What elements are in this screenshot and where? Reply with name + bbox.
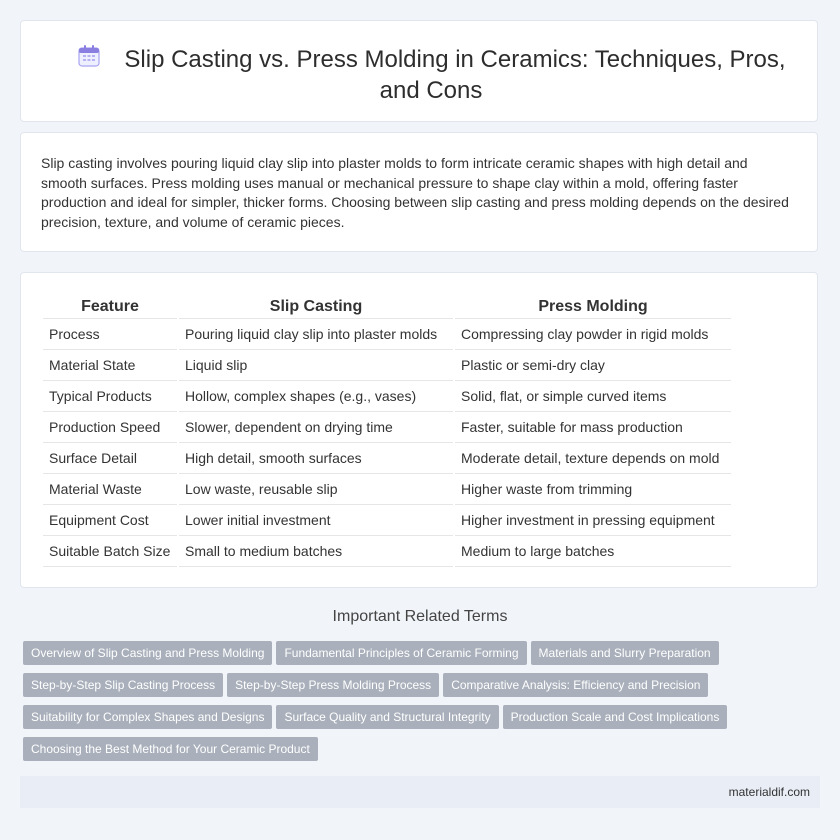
related-terms-list [23, 641, 813, 769]
header-press-molding: Press Molding [455, 296, 731, 319]
related-term-tag[interactable]: Step-by-Step Slip Casting Process [23, 673, 223, 697]
cell-slip-casting: Low waste, reusable slip [179, 474, 453, 505]
cell-press-molding: Moderate detail, texture depends on mold [455, 443, 731, 474]
footer [20, 776, 820, 808]
related-term-tag[interactable]: Overview of Slip Casting and Press Molding [23, 641, 272, 665]
page-title [61, 43, 801, 105]
header-feature: Feature [43, 296, 177, 319]
cell-press-molding: Medium to large batches [455, 536, 731, 567]
cell-slip-casting: Liquid slip [179, 350, 453, 381]
cell-slip-casting: Lower initial investment [179, 505, 453, 536]
cell-feature: Material Waste [43, 474, 177, 505]
related-term-tag[interactable]: Step-by-Step Press Molding Process [227, 673, 439, 697]
cell-slip-casting: Hollow, complex shapes (e.g., vases) [179, 381, 453, 412]
intro-card [20, 132, 818, 252]
page-title-text: Slip Casting vs. Press Molding in Ceramics: Techniques, Pros, and Cons [124, 46, 786, 104]
cell-press-molding: Solid, flat, or simple curved items [455, 381, 731, 412]
cell-press-molding: Higher investment in pressing equipment [455, 505, 731, 536]
cell-feature: Process [43, 319, 177, 350]
cell-slip-casting: High detail, smooth surfaces [179, 443, 453, 474]
cell-press-molding: Compressing clay powder in rigid molds [455, 319, 731, 350]
related-term-tag[interactable]: Materials and Slurry Preparation [531, 641, 719, 665]
table-row [43, 319, 731, 350]
table-header-row [43, 296, 731, 319]
cell-press-molding: Faster, suitable for mass production [455, 412, 731, 443]
table-row [43, 474, 731, 505]
related-term-tag[interactable]: Choosing the Best Method for Your Ceramic Product [23, 737, 318, 761]
related-term-tag[interactable]: Surface Quality and Structural Integrity [276, 705, 498, 729]
footer-site-link[interactable]: materialdif.com [728, 785, 810, 799]
table-row [43, 505, 731, 536]
cell-feature: Typical Products [43, 381, 177, 412]
table-row [43, 381, 731, 412]
header-slip-casting: Slip Casting [179, 296, 453, 319]
cell-feature: Surface Detail [43, 443, 177, 474]
cell-feature: Material State [43, 350, 177, 381]
cell-press-molding: Plastic or semi-dry clay [455, 350, 731, 381]
cell-feature: Suitable Batch Size [43, 536, 177, 567]
intro-paragraph: Slip casting involves pouring liquid clay slip into plaster molds to form intricate ceramic shapes with high detail and smooth surfaces. Press molding uses manual or mechanical pressure to shape clay within a mold, offering faster production and ideal for simpler, thicker forms. Choosing between slip casting and press molding depends on the desired precision, texture, and volume of ceramic pieces. [41, 155, 789, 230]
cell-feature: Production Speed [43, 412, 177, 443]
table-row [43, 443, 731, 474]
header-card [20, 20, 818, 122]
cell-slip-casting: Pouring liquid clay slip into plaster molds [179, 319, 453, 350]
calendar-icon [76, 43, 102, 76]
cell-slip-casting: Small to medium batches [179, 536, 453, 567]
table-row [43, 412, 731, 443]
related-term-tag[interactable]: Fundamental Principles of Ceramic Forming [276, 641, 526, 665]
comparison-table-card [20, 272, 818, 588]
cell-feature: Equipment Cost [43, 505, 177, 536]
title-wrap [61, 43, 801, 105]
related-terms-heading: Important Related Terms [332, 608, 508, 625]
related-term-tag[interactable]: Suitability for Complex Shapes and Designs [23, 705, 272, 729]
table-row [43, 536, 731, 567]
cell-press-molding: Higher waste from trimming [455, 474, 731, 505]
comparison-table [41, 296, 733, 567]
related-term-tag[interactable]: Production Scale and Cost Implications [503, 705, 728, 729]
related-term-tag[interactable]: Comparative Analysis: Efficiency and Precision [443, 673, 708, 697]
table-row [43, 350, 731, 381]
cell-slip-casting: Slower, dependent on drying time [179, 412, 453, 443]
